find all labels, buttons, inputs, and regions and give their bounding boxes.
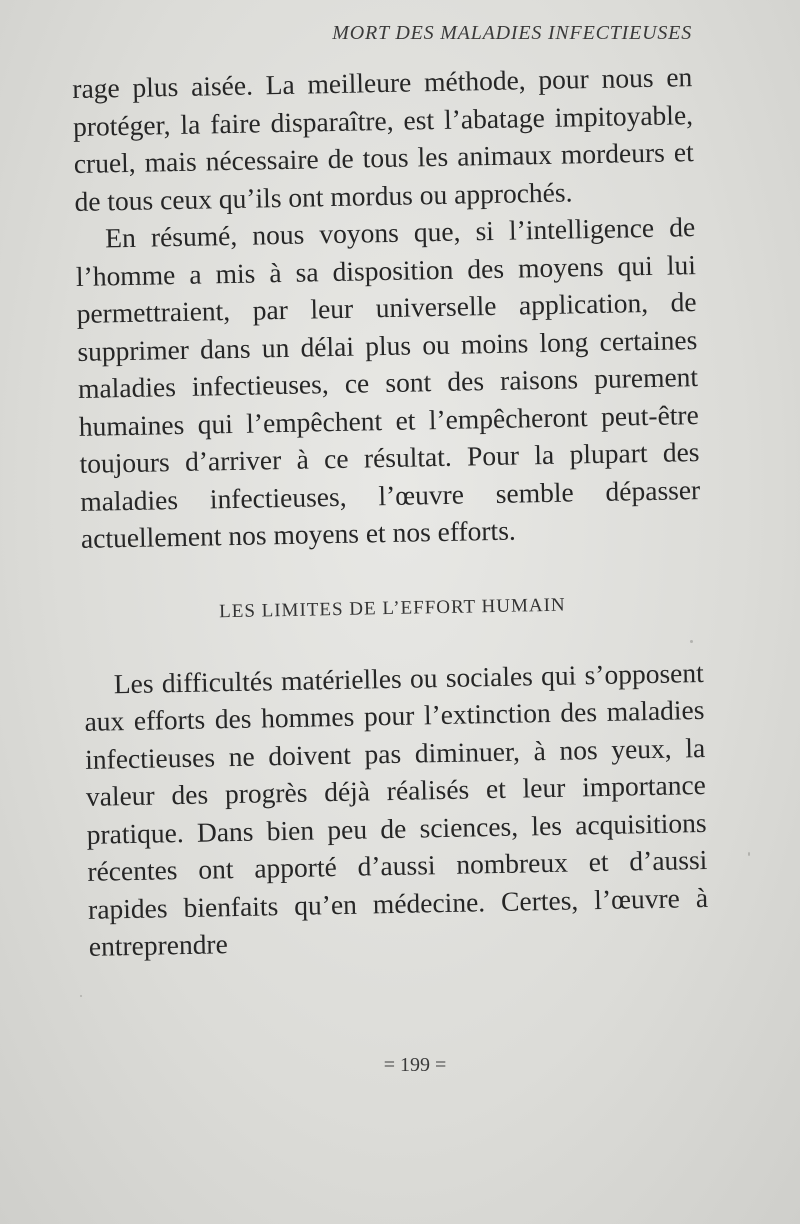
paragraph-limits: Les difficultés matérielles ou sociales qui s’opposent aux efforts des hommes pour l’extinction des maladies infectieuses ne doivent pas diminuer, à nos yeux, la valeur des progrès déjà réalisés et leur importance pratique. Dans bien peu de sciences, les acquisitions récentes ont apporté d’aussi nombreux et d’aussi rapides bienfaits qu’en médecine. Certes, l’œuvre à entreprendre	[84, 656, 709, 962]
paragraph-continuation: rage plus aisée. La meilleure méthode, pour nous en protéger, la faire disparaître, est l’abatage impitoyable, cruel, mais nécessaire de tous les animaux mordeurs et de tous ceux qu’ils ont mordus ou approchés.	[72, 61, 694, 217]
paragraph-summary: En résumé, nous voyons que, si l’intelligence de l’homme a mis à sa disposition des moyens qui lui permettraient, par leur universelle application, de supprimer dans un délai plus ou moins long certaines maladies infectieuses, ce sont des raisons purement humaines qui l’empêchent et l’empêcheront peut-être toujours d’arriver à ce résultat. Pour la plupart des maladies infectieuses, l’œuvre semble dépasser actuellement nos moyens et nos efforts.	[75, 211, 701, 554]
running-head: MORT DES MALADIES INFECTIEUSES	[332, 22, 692, 44]
text-column	[72, 58, 709, 965]
paper-speck	[80, 995, 82, 997]
page-number: = 199 =	[383, 1054, 447, 1076]
section-heading: LES LIMITES DE L’EFFORT HUMAIN	[218, 594, 566, 622]
paper-speck	[748, 852, 750, 856]
paper-speck	[690, 640, 693, 643]
